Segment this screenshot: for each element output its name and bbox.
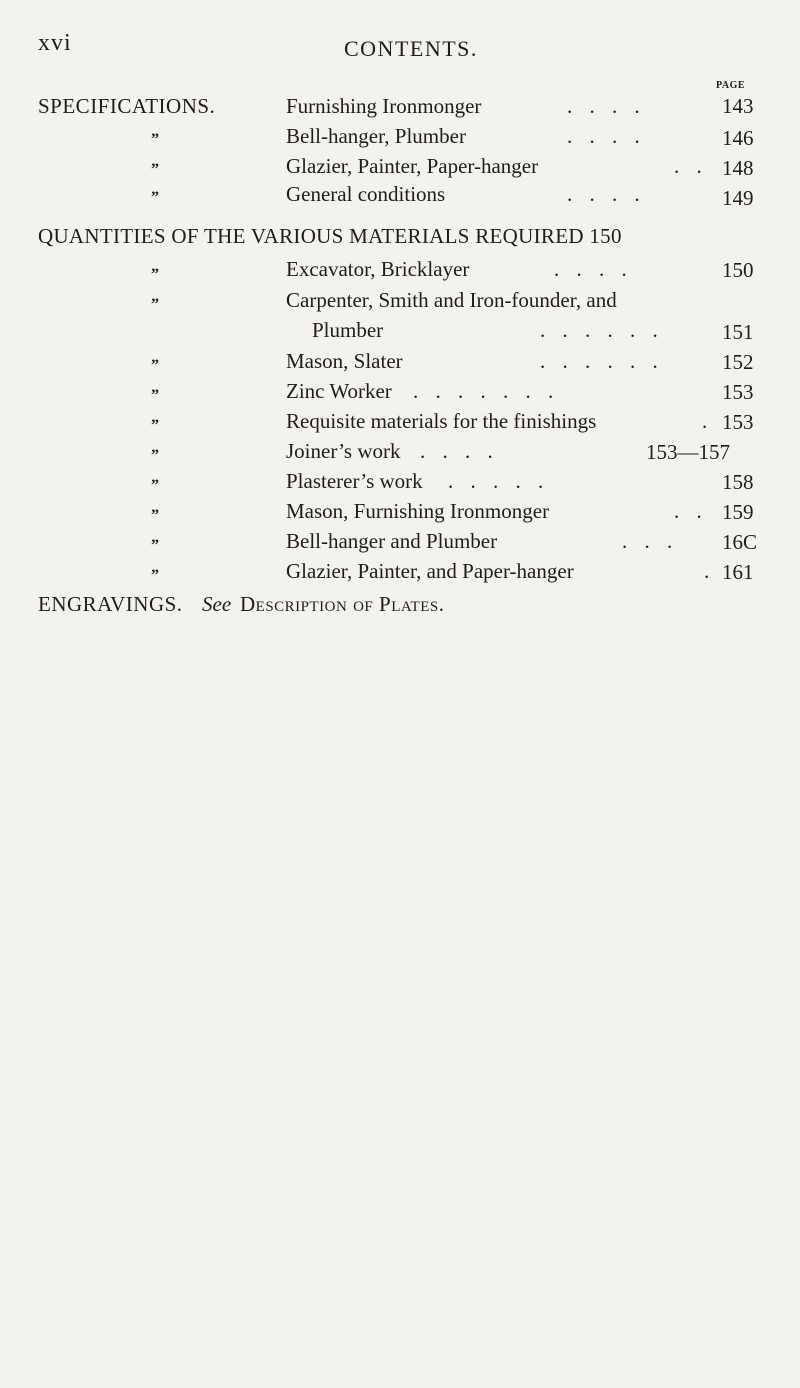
page-number: 143 (722, 94, 754, 118)
page-number: 159 (722, 500, 754, 524)
entry-title: Bell-hanger, Plumber (286, 124, 466, 148)
page-number: 153 (722, 410, 754, 434)
entry-title: General conditions (286, 182, 446, 206)
ditto-mark: ” (151, 131, 159, 148)
page-number: 146 (722, 126, 754, 150)
entry-title: Zinc Worker (286, 379, 392, 403)
dot-leader: . . . . . . (540, 349, 664, 373)
entry-title: Mason, Slater (286, 349, 403, 373)
ditto-mark: ” (151, 477, 159, 494)
ditto-mark: ” (151, 189, 159, 206)
engravings-heading: ENGRAVINGS. (38, 592, 183, 616)
page-number: 153 (722, 380, 754, 404)
ditto-mark: ” (151, 266, 159, 283)
ditto-mark: ” (151, 447, 159, 464)
dot-leader: . . . . (567, 182, 646, 206)
entry-title: Excavator, Bricklayer (286, 257, 470, 281)
dot-leader: . . . (622, 529, 679, 553)
page-number: 149 (722, 186, 754, 210)
page-number: 153—157 (646, 440, 730, 464)
ditto-mark: ” (151, 567, 159, 584)
page-column-label: PAGE (716, 80, 746, 91)
running-head: CONTENTS. (344, 36, 478, 61)
entry-title: Mason, Furnishing Ironmonger (286, 499, 550, 523)
entry-title: Requisite materials for the finishings (286, 409, 597, 433)
ditto-mark: ” (151, 507, 159, 524)
entry-title: Joiner’s work (286, 439, 401, 463)
entry-title: Glazier, Painter, Paper-hanger (286, 154, 539, 178)
dot-leader: . (704, 559, 716, 583)
page-folio: xvi (38, 30, 72, 56)
dot-leader: . . . . (567, 94, 646, 118)
entry-title: Bell-hanger and Plumber (286, 529, 498, 553)
dot-leader: . . . . (420, 439, 499, 463)
entry-title: Carpenter, Smith and Iron-founder, and (286, 288, 617, 312)
dot-leader: . . . . . . . (413, 379, 560, 403)
dot-leader: . . (674, 499, 708, 523)
page-number: 151 (722, 320, 754, 344)
entry-title: Glazier, Painter, and Paper-hanger (286, 559, 574, 583)
dot-leader: . . . . . (448, 469, 550, 493)
specifications-heading: SPECIFICATIONS. (38, 94, 216, 118)
dot-leader: . . . . (567, 124, 646, 148)
dot-leader: . . (674, 154, 708, 178)
ditto-mark: ” (151, 417, 159, 434)
dot-leader: . . . . (554, 257, 633, 281)
page-number: 16C (722, 530, 758, 554)
ditto-mark: ” (151, 537, 159, 554)
ditto-mark: ” (151, 161, 159, 178)
dot-leader: . . . . . . (540, 318, 664, 342)
ditto-mark: ” (151, 296, 159, 313)
plates-reference: Description of Plates. (240, 592, 445, 616)
page-number: 158 (722, 470, 754, 494)
quantities-heading: QUANTITIES OF THE VARIOUS MATERIALS REQUIRED 150 (38, 224, 622, 248)
page-number: 150 (722, 258, 754, 282)
entry-title: Plumber (312, 318, 384, 342)
page-number: 161 (722, 560, 754, 584)
ditto-mark: ” (151, 387, 159, 404)
page-number: 148 (722, 156, 754, 180)
entry-title: Furnishing Ironmonger (286, 94, 482, 118)
dot-leader: . (702, 409, 714, 433)
see-reference-label: See (202, 592, 232, 616)
entry-title: Plasterer’s work (286, 469, 423, 493)
page-number: 152 (722, 350, 754, 374)
ditto-mark: ” (151, 357, 159, 374)
